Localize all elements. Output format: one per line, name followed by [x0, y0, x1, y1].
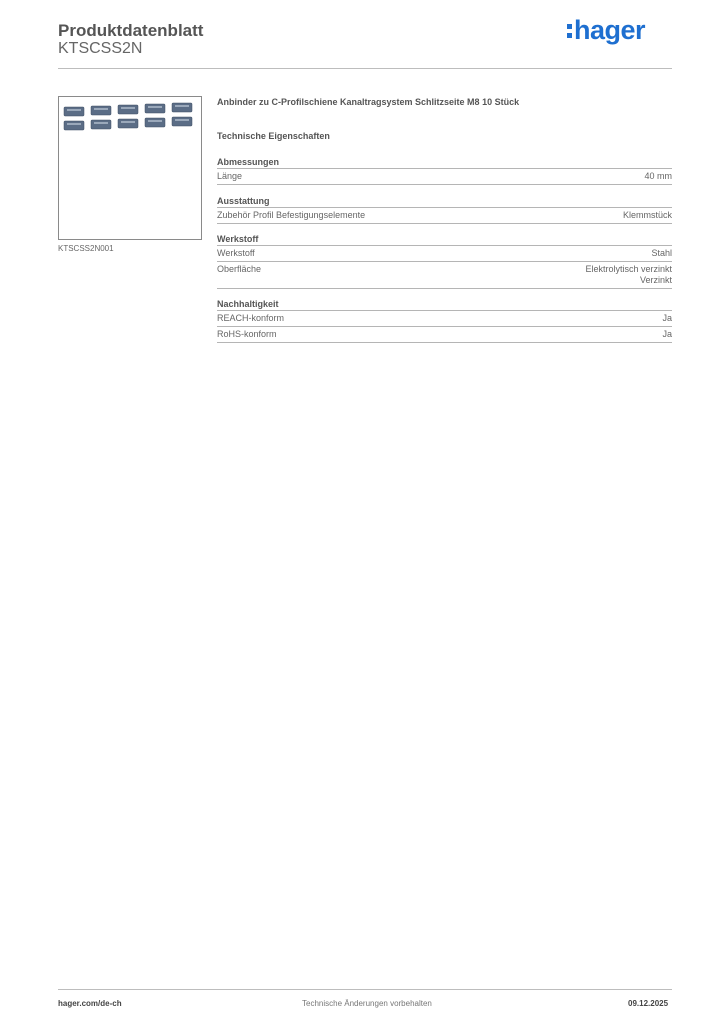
property-value: 40 mm — [644, 171, 672, 181]
property-row — [217, 327, 672, 343]
property-label: Oberfläche — [217, 264, 262, 274]
section-title: Ausstattung — [217, 195, 672, 208]
footer-website-link[interactable]: hager.com/de-ch — [58, 999, 122, 1008]
property-value-line: Verzinkt — [639, 275, 672, 285]
footer-date: 09.12.2025 — [628, 999, 669, 1008]
property-row — [217, 311, 672, 327]
property-label: REACH-konform — [217, 313, 285, 323]
property-label: Werkstoff — [217, 248, 255, 258]
section-abmessungen — [217, 156, 672, 185]
section-title: Nachhaltigkeit — [217, 298, 672, 311]
product-image — [58, 96, 202, 240]
property-value: Stahl — [651, 248, 672, 258]
logo-text: hager — [574, 15, 646, 45]
hager-logo — [567, 15, 645, 46]
property-value: Ja — [662, 329, 672, 339]
property-row — [217, 246, 672, 262]
image-caption: KTSCSS2N001 — [58, 244, 114, 253]
footer-notice: Technische Änderungen vorbehalten — [302, 999, 432, 1008]
property-label: Zubehör Profil Befestigungselemente — [217, 210, 366, 220]
section-title: Abmessungen — [217, 156, 672, 169]
product-description: Anbinder zu C-Profilschiene Kanaltragsystem Schlitzseite M8 10 Stück — [217, 97, 520, 107]
page-title: Produktdatenblatt — [58, 21, 204, 40]
section-ausstattung — [217, 195, 672, 224]
property-row — [217, 169, 672, 185]
footer-divider — [58, 989, 672, 990]
section-werkstoff — [217, 233, 672, 289]
product-clamps-image — [59, 97, 201, 239]
section-title: Werkstoff — [217, 233, 672, 246]
property-value — [585, 264, 672, 286]
property-label: RoHS-konform — [217, 329, 277, 339]
property-row — [217, 208, 672, 224]
product-code: KTSCSS2N — [58, 40, 143, 57]
property-value-line: Elektrolytisch verzinkt — [585, 264, 672, 274]
property-label: Länge — [217, 171, 243, 181]
section-nachhaltigkeit — [217, 298, 672, 343]
logo-dots-icon — [567, 24, 573, 42]
property-value: Ja — [662, 313, 672, 323]
header-divider — [58, 68, 672, 69]
property-row — [217, 262, 672, 289]
technical-properties-heading: Technische Eigenschaften — [217, 131, 330, 141]
property-value: Klemmstück — [622, 210, 672, 220]
